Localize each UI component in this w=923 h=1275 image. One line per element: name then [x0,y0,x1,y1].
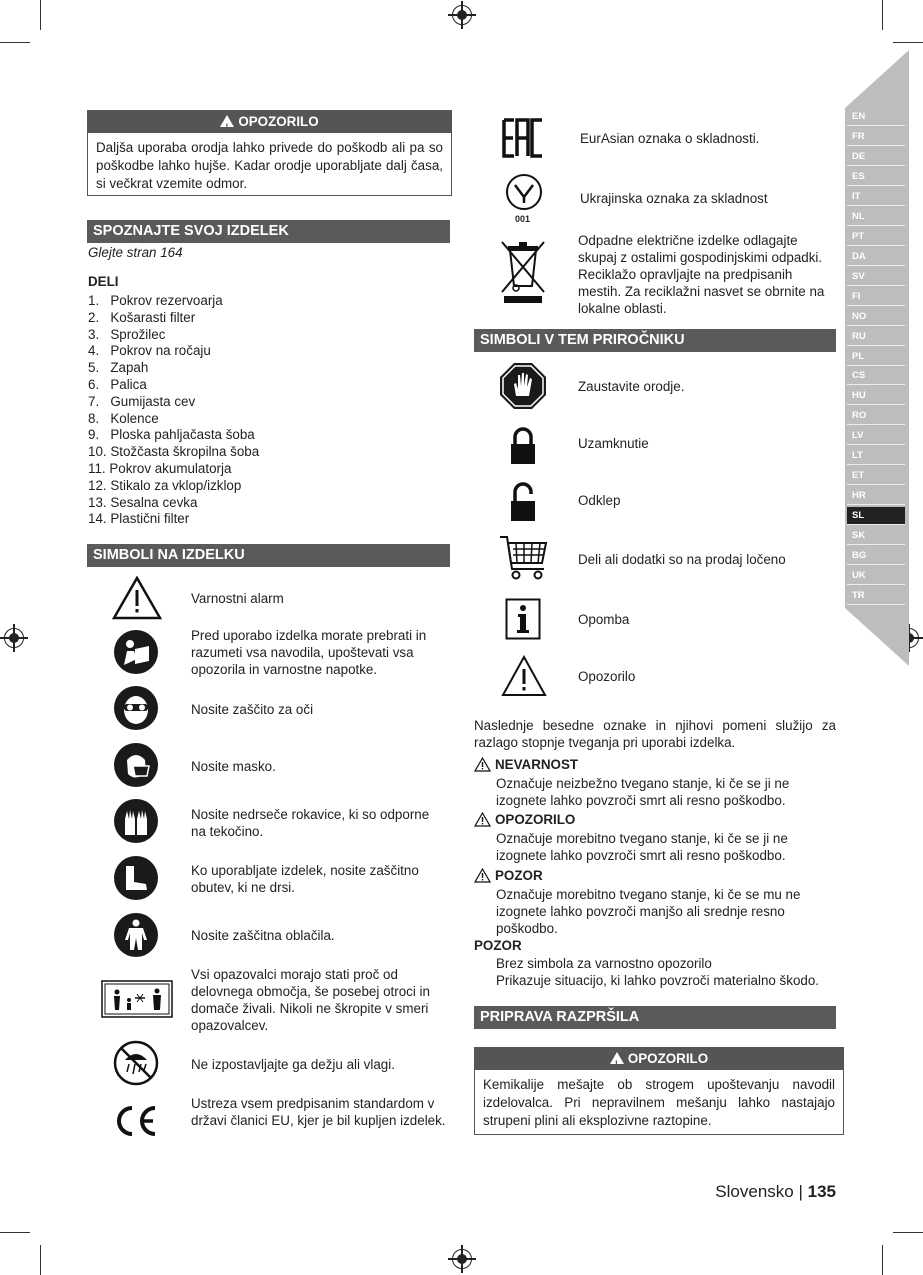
language-tab-hr[interactable]: HR [847,487,905,505]
language-tab-bg[interactable]: BG [847,547,905,565]
warning-triangle-icon [112,576,162,620]
symbol-row [474,172,836,228]
section-heading-know-product: SPOZNAJTE SVOJ IZDELEK [87,220,450,243]
symbol-row [87,741,450,793]
warning-triangle-icon [474,757,491,772]
list-item: 3. Sprožilec [88,326,166,342]
language-tab-lv[interactable]: LV [847,427,905,445]
warning-text: Daljša uporaba orodja lahko privede do poškodb ali pa so poškodbe lahko hujše. Kadar orodje uporabljate dalj časa, si večkrat vzemite odmor. [96,140,443,191]
symbol-row [474,112,836,168]
symbol-text: Ko uporabljate izdelek, nosite zaščitno obutev, ki ne drsi. [191,863,419,895]
language-tab-da[interactable]: DA [847,248,905,266]
symbol-text: Pred uporabo izdelka morate prebrati in razumeti vsa navodila, upoštevati vsa opozorila in varnostne napotke. [191,628,427,677]
list-item: 13. Sesalna cevka [88,494,198,510]
symbol-text: Uzamknutie [578,436,649,451]
language-tab-lt[interactable]: LT [847,447,905,465]
symbol-text: Nosite zaščito za oči [191,702,314,717]
warning-box [474,1047,844,1135]
language-tab-et[interactable]: ET [847,467,905,485]
symbol-row [474,596,836,646]
registration-mark-icon [452,1249,472,1269]
language-tab-nl[interactable]: NL [847,208,905,226]
language-tab-sk[interactable]: SK [847,527,905,545]
list-item: 12. Stikalo za vklop/izklop [88,477,242,493]
symbol-text: Odklep [578,493,621,508]
section-heading-manual-symbols: SIMBOLI V TEM PRIROČNIKU [474,329,836,352]
symbol-text: Nosite nedrseče rokavice, ki so odporne na tekočino. [191,807,430,839]
list-item: 2. Košarasti filter [88,309,196,325]
footer-language: Slovensko [715,1182,794,1201]
symbol-text: Opozorilo [578,669,636,684]
warning-box [87,110,452,196]
symbol-row [474,533,836,585]
mask-icon [114,743,158,787]
warning-text: Kemikalije mešajte ob strogem upoštevanju navodil izdelovalca. Pri nepravilnem mešanju lahko nastajajo strupeni plini ali eksplozivne raztopine. [483,1077,835,1128]
caution2-title: POZOR [474,938,522,953]
list-item: 8. Kolence [88,410,159,426]
warning-title: OPOZORILO [627,1051,709,1066]
warning-title: OPOZORILO [238,114,319,129]
symbol-text: Zaustavite orodje. [578,379,685,394]
weee-bin-icon [500,238,546,304]
symbol-row [474,477,836,529]
symbol-text: Ne izpostavljajte ga dežju ali vlagi. [191,1057,395,1072]
language-tab-pt[interactable]: PT [847,228,905,246]
section-heading-product-symbols: SIMBOLI NA IZDELKU [87,544,450,567]
symbol-text: Deli ali dodatki so na prodaj ločeno [578,552,786,567]
warning-triangle-icon [220,115,234,127]
language-tab-cs[interactable]: CS [847,367,905,385]
warning-triangle-icon [474,812,491,827]
symbol-text: EurAsian oznaka o skladnosti. [580,131,760,146]
caution-title: POZOR [495,868,543,883]
signal-words-intro: Naslednje besedne oznake in njihovi pomeni služijo za razlago stopnje tveganja pri uporabi izdelka. [474,718,836,750]
symbol-text: Ukrajinska oznaka za skladnost [580,191,768,206]
symbol-row [87,797,450,849]
language-tab-ru[interactable]: RU [847,328,905,346]
language-tab-ro[interactable]: RO [847,407,905,425]
parts-heading: DELI [88,274,119,289]
language-tab-sl[interactable]: SL [847,507,905,525]
symbol-text: Varnostni alarm [191,591,284,606]
stop-hand-icon [499,362,547,410]
warning-text: Označuje morebitno tvegano stanje, ki če se ji ne izognete lahko povzroči smrt ali resno poškodbo. [496,831,788,863]
danger-text: Označuje neizbežno tvegano stanje, ki če se ji ne izognete lahko povzroči smrt ali resno poškodbo. [496,776,790,808]
symbol-row [87,1040,450,1090]
registration-mark-icon [452,5,472,25]
symbol-row [87,684,450,736]
list-item: 6. Palica [88,376,147,392]
symbol-text: Vsi opazovalci morajo stati proč od delovnega območja, še posebej otroci in domače živali. Nikoli ne škropite v smeri opazovalcev. [191,967,430,1033]
symbol-row [87,1094,450,1150]
list-item: 9. Ploska pahljačasta šoba [88,427,255,443]
symbol-text: Nosite zaščitna oblačila. [191,928,335,943]
symbol-row [474,654,836,702]
unlock-icon [510,481,536,523]
caution-text: Označuje morebitno tvegano stanje, ki če se mu ne izognete lahko povzroči manjšo ali srednje resno poškodbo. [496,887,801,936]
list-item: 10. Stožčasta škropilna šoba [88,444,260,460]
language-tab-tr[interactable]: TR [847,587,905,605]
gloves-icon [114,799,158,843]
warning-title: OPOZORILO [495,812,576,827]
ukraine-mark-icon [504,172,544,212]
list-item: 4. Pokrov na ročaju [88,343,211,359]
ukraine-mark-code: 001 [515,214,531,224]
symbol-text: Opomba [578,612,630,627]
symbol-row [87,576,450,624]
warning-triangle-icon [610,1052,624,1064]
list-item: 14. Plastični filter [88,511,190,527]
no-rain-icon [113,1040,159,1086]
warning-triangle-icon [474,868,491,883]
language-tab-fr[interactable]: FR [847,128,905,146]
symbol-row [87,911,450,963]
lock-icon [510,426,536,466]
language-tab-it[interactable]: IT [847,188,905,206]
registration-mark-icon [4,628,24,648]
parts-list [88,293,259,528]
symbol-row [87,966,450,1036]
symbol-text: Nosite masko. [191,759,276,774]
page-footer [680,1182,836,1202]
info-icon [505,598,541,640]
language-tab-fi[interactable]: FI [847,288,905,306]
boots-icon [114,856,158,900]
caution2-line1: Brez simbola za varnostno opozorilo [496,956,712,971]
language-tab-no[interactable]: NO [847,308,905,326]
language-tab-es[interactable]: ES [847,168,905,186]
caution2-line2: Prikazuje situacijo, ki lahko povzroči materialno škodo. [496,973,820,988]
footer-separator: | [798,1182,803,1201]
list-item: 11. Pokrov akumulatorja [88,460,232,476]
language-tab-sv[interactable]: SV [847,268,905,286]
language-tab-pl[interactable]: PL [847,348,905,366]
language-tab-de[interactable]: DE [847,148,905,166]
symbol-text: Ustreza vsem predpisanim standardom v državi članici EU, kjer je bil kupljen izdelek. [191,1096,446,1128]
see-page-note: Glejte stran 164 [88,245,183,260]
language-tab-hu[interactable]: HU [847,387,905,405]
language-tab-uk[interactable]: UK [847,567,905,585]
symbol-row [474,420,836,472]
danger-title: NEVARNOST [495,757,579,772]
protective-clothing-icon [114,913,158,957]
read-manual-icon [114,630,158,674]
symbol-row [87,626,450,681]
symbol-text: Odpadne električne izdelke odlagajte skupaj z ostalimi gospodinjskimi odpadki. Reciklažo opravljajte na predpisanih mestih. Za reciklažni nasvet se obrnite na lokalne oblasti. [578,233,825,316]
warning-triangle-icon [501,655,547,697]
section-heading-prep: PRIPRAVA RAZPRŠILA [474,1006,836,1029]
eac-mark-icon [502,118,544,158]
page-number: 135 [807,1182,836,1201]
symbol-row [87,854,450,906]
list-item: 7. Gumijasta cev [88,393,196,409]
keep-bystanders-away-icon [101,980,173,1018]
language-tab-en[interactable]: EN [847,108,905,126]
symbol-row [474,362,836,414]
eye-protection-icon [114,686,158,730]
ce-mark-icon [113,1104,159,1138]
list-item: 5. Zapah [88,360,149,376]
list-item: 1. Pokrov rezervoarja [88,293,223,308]
shopping-cart-icon [498,533,550,583]
symbol-row [474,230,836,318]
